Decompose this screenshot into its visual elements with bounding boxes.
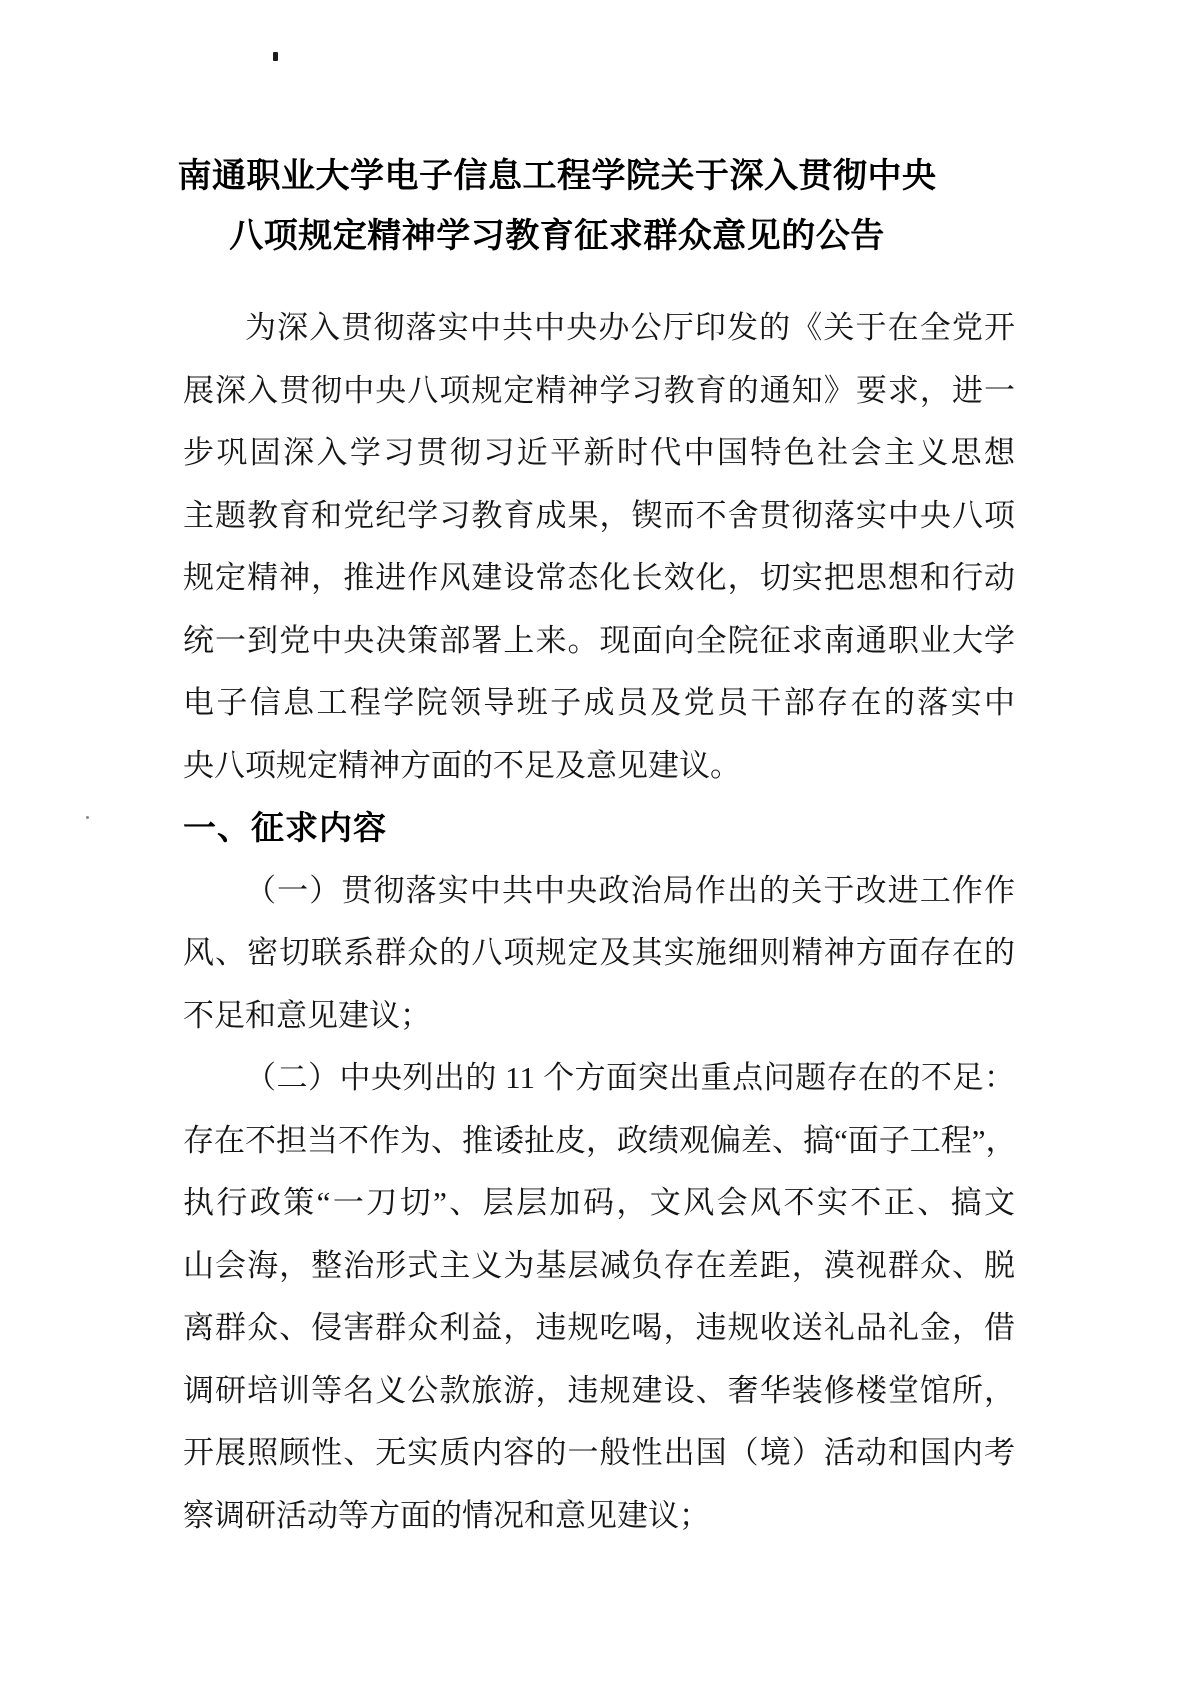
document-line: （一）贯彻落实中共中央政治局作出的关于改进工作作: [245, 872, 1015, 908]
document-title-line-1: 南通职业大学电子信息工程学院关于深入贯彻中央: [177, 157, 937, 195]
section-heading: 一、征求内容: [183, 809, 387, 846]
document-line: 山会海，整治形式主义为基层减负存在差距，漠视群众、脱: [183, 1247, 1015, 1283]
scan-speck: [86, 816, 89, 819]
document-line: 展深入贯彻中央八项规定精神学习教育的通知》要求，进一: [183, 372, 1015, 408]
document-line: 存在不担当不作为、推诿扯皮，政绩观偏差、搞“面子工程”，: [183, 1122, 1015, 1158]
document-line: 规定精神，推进作风建设常态化长效化，切实把思想和行动: [183, 560, 1015, 595]
document-line: 调研培训等名义公款旅游，违规建设、奢华装修楼堂馆所，: [183, 1372, 1015, 1408]
document-body: [183, 297, 1015, 1547]
document-line: 统一到党中央决策部署上来。现面向全院征求南通职业大学: [183, 622, 1015, 658]
document-title-line-2: 八项规定精神学习教育征求群众意见的公告: [229, 217, 885, 255]
document-line: 电子信息工程学院领导班子成员及党员干部存在的落实中: [183, 685, 1015, 720]
scan-speck: [273, 52, 278, 61]
document-line: 为深入贯彻落实中共中央办公厅印发的《关于在全党开: [245, 310, 1015, 345]
document-line: 央八项规定精神方面的不足及意见建议。: [183, 747, 741, 783]
document-line: 开展照顾性、无实质内容的一般性出国（境）活动和国内考: [183, 1435, 1015, 1470]
document-line: 察调研活动等方面的情况和意见建议；: [183, 1497, 710, 1533]
document-line: 主题教育和党纪学习教育成果，锲而不舍贯彻落实中央八项: [183, 497, 1015, 533]
document-line: 不足和意见建议；: [183, 997, 431, 1033]
document-title: [140, 146, 974, 266]
document-line: 风、密切联系群众的八项规定及其实施细则精神方面存在的: [183, 935, 1015, 970]
document-line: 离群众、侵害群众利益，违规吃喝，违规收送礼品礼金，借: [183, 1310, 1015, 1345]
document-line: 步巩固深入学习贯彻习近平新时代中国特色社会主义思想: [183, 435, 1015, 470]
document-line: （二）中央列出的 11 个方面突出重点问题存在的不足：: [245, 1060, 1015, 1095]
document-line: 执行政策“一刀切”、层层加码，文风会风不实不正、搞文: [183, 1185, 1015, 1220]
